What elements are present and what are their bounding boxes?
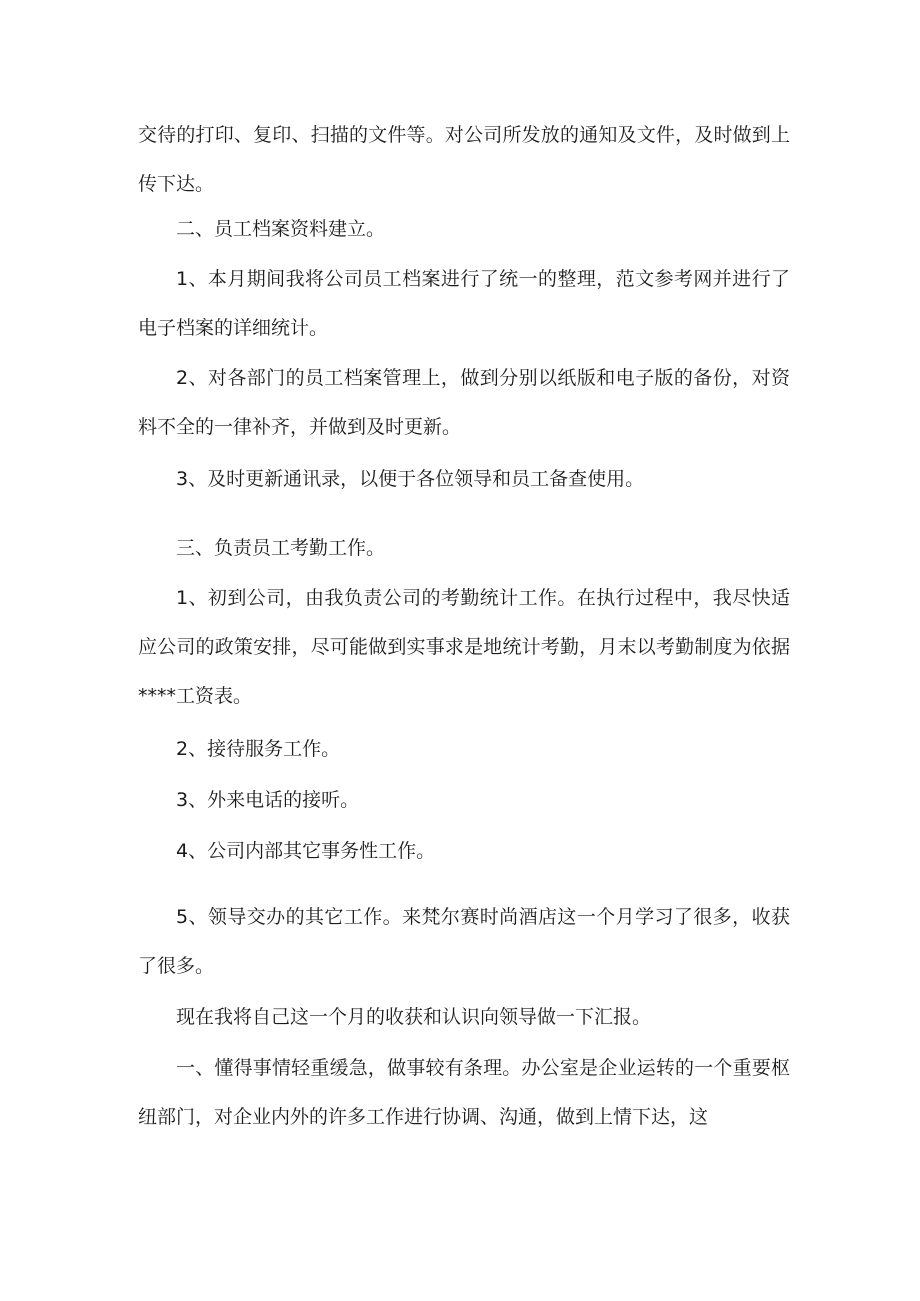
paragraph-archives-item-2: 2、对各部门的员工档案管理上，做到分别以纸版和电子版的备份，对资料不全的一律补齐，并做到及时更新。 — [138, 367, 790, 438]
paragraph-print-copy-scan: 交待的打印、复印、扫描的文件等。对公司所发放的通知及文件，及时做到上传下达。 — [138, 124, 790, 195]
paragraph-phone-answering: 3、外来电话的接听。 — [176, 789, 360, 811]
paragraph-internal-affairs: 4、公司内部其它事务性工作。 — [176, 840, 436, 862]
paragraph-attendance-item-1: 1、初到公司，由我负责公司的考勤统计工作。在执行过程中，我尽快适应公司的政策安排，尽可能做到实事求是地统计考勤，月末以考勤制度为依据****工资表。 — [138, 587, 790, 707]
paragraph-reception-service: 2、接待服务工作。 — [176, 738, 341, 760]
paragraph-archives-item-3: 3、及时更新通讯录，以便于各位领导和员工备查使用。 — [176, 468, 645, 490]
paragraph-leader-tasks: 5、领导交办的其它工作。来梵尔赛时尚酒店这一个月学习了很多，收获了很多。 — [138, 906, 790, 977]
paragraph-priorities: 一、懂得事情轻重缓急，做事较有条理。办公室是企业运转的一个重要枢纽部门，对企业内外的许多工作进行协调、沟通，做到上情下达，这 — [138, 1057, 790, 1128]
heading-attendance-work: 三、负责员工考勤工作。 — [176, 537, 386, 559]
heading-employee-archives: 二、员工档案资料建立。 — [176, 218, 386, 240]
paragraph-archives-item-1: 1、本月期间我将公司员工档案进行了统一的整理，范文参考网并进行了电子档案的详细统计。 — [138, 268, 790, 339]
paragraph-report-intro: 现在我将自己这一个月的收获和认识向领导做一下汇报。 — [176, 1006, 652, 1028]
